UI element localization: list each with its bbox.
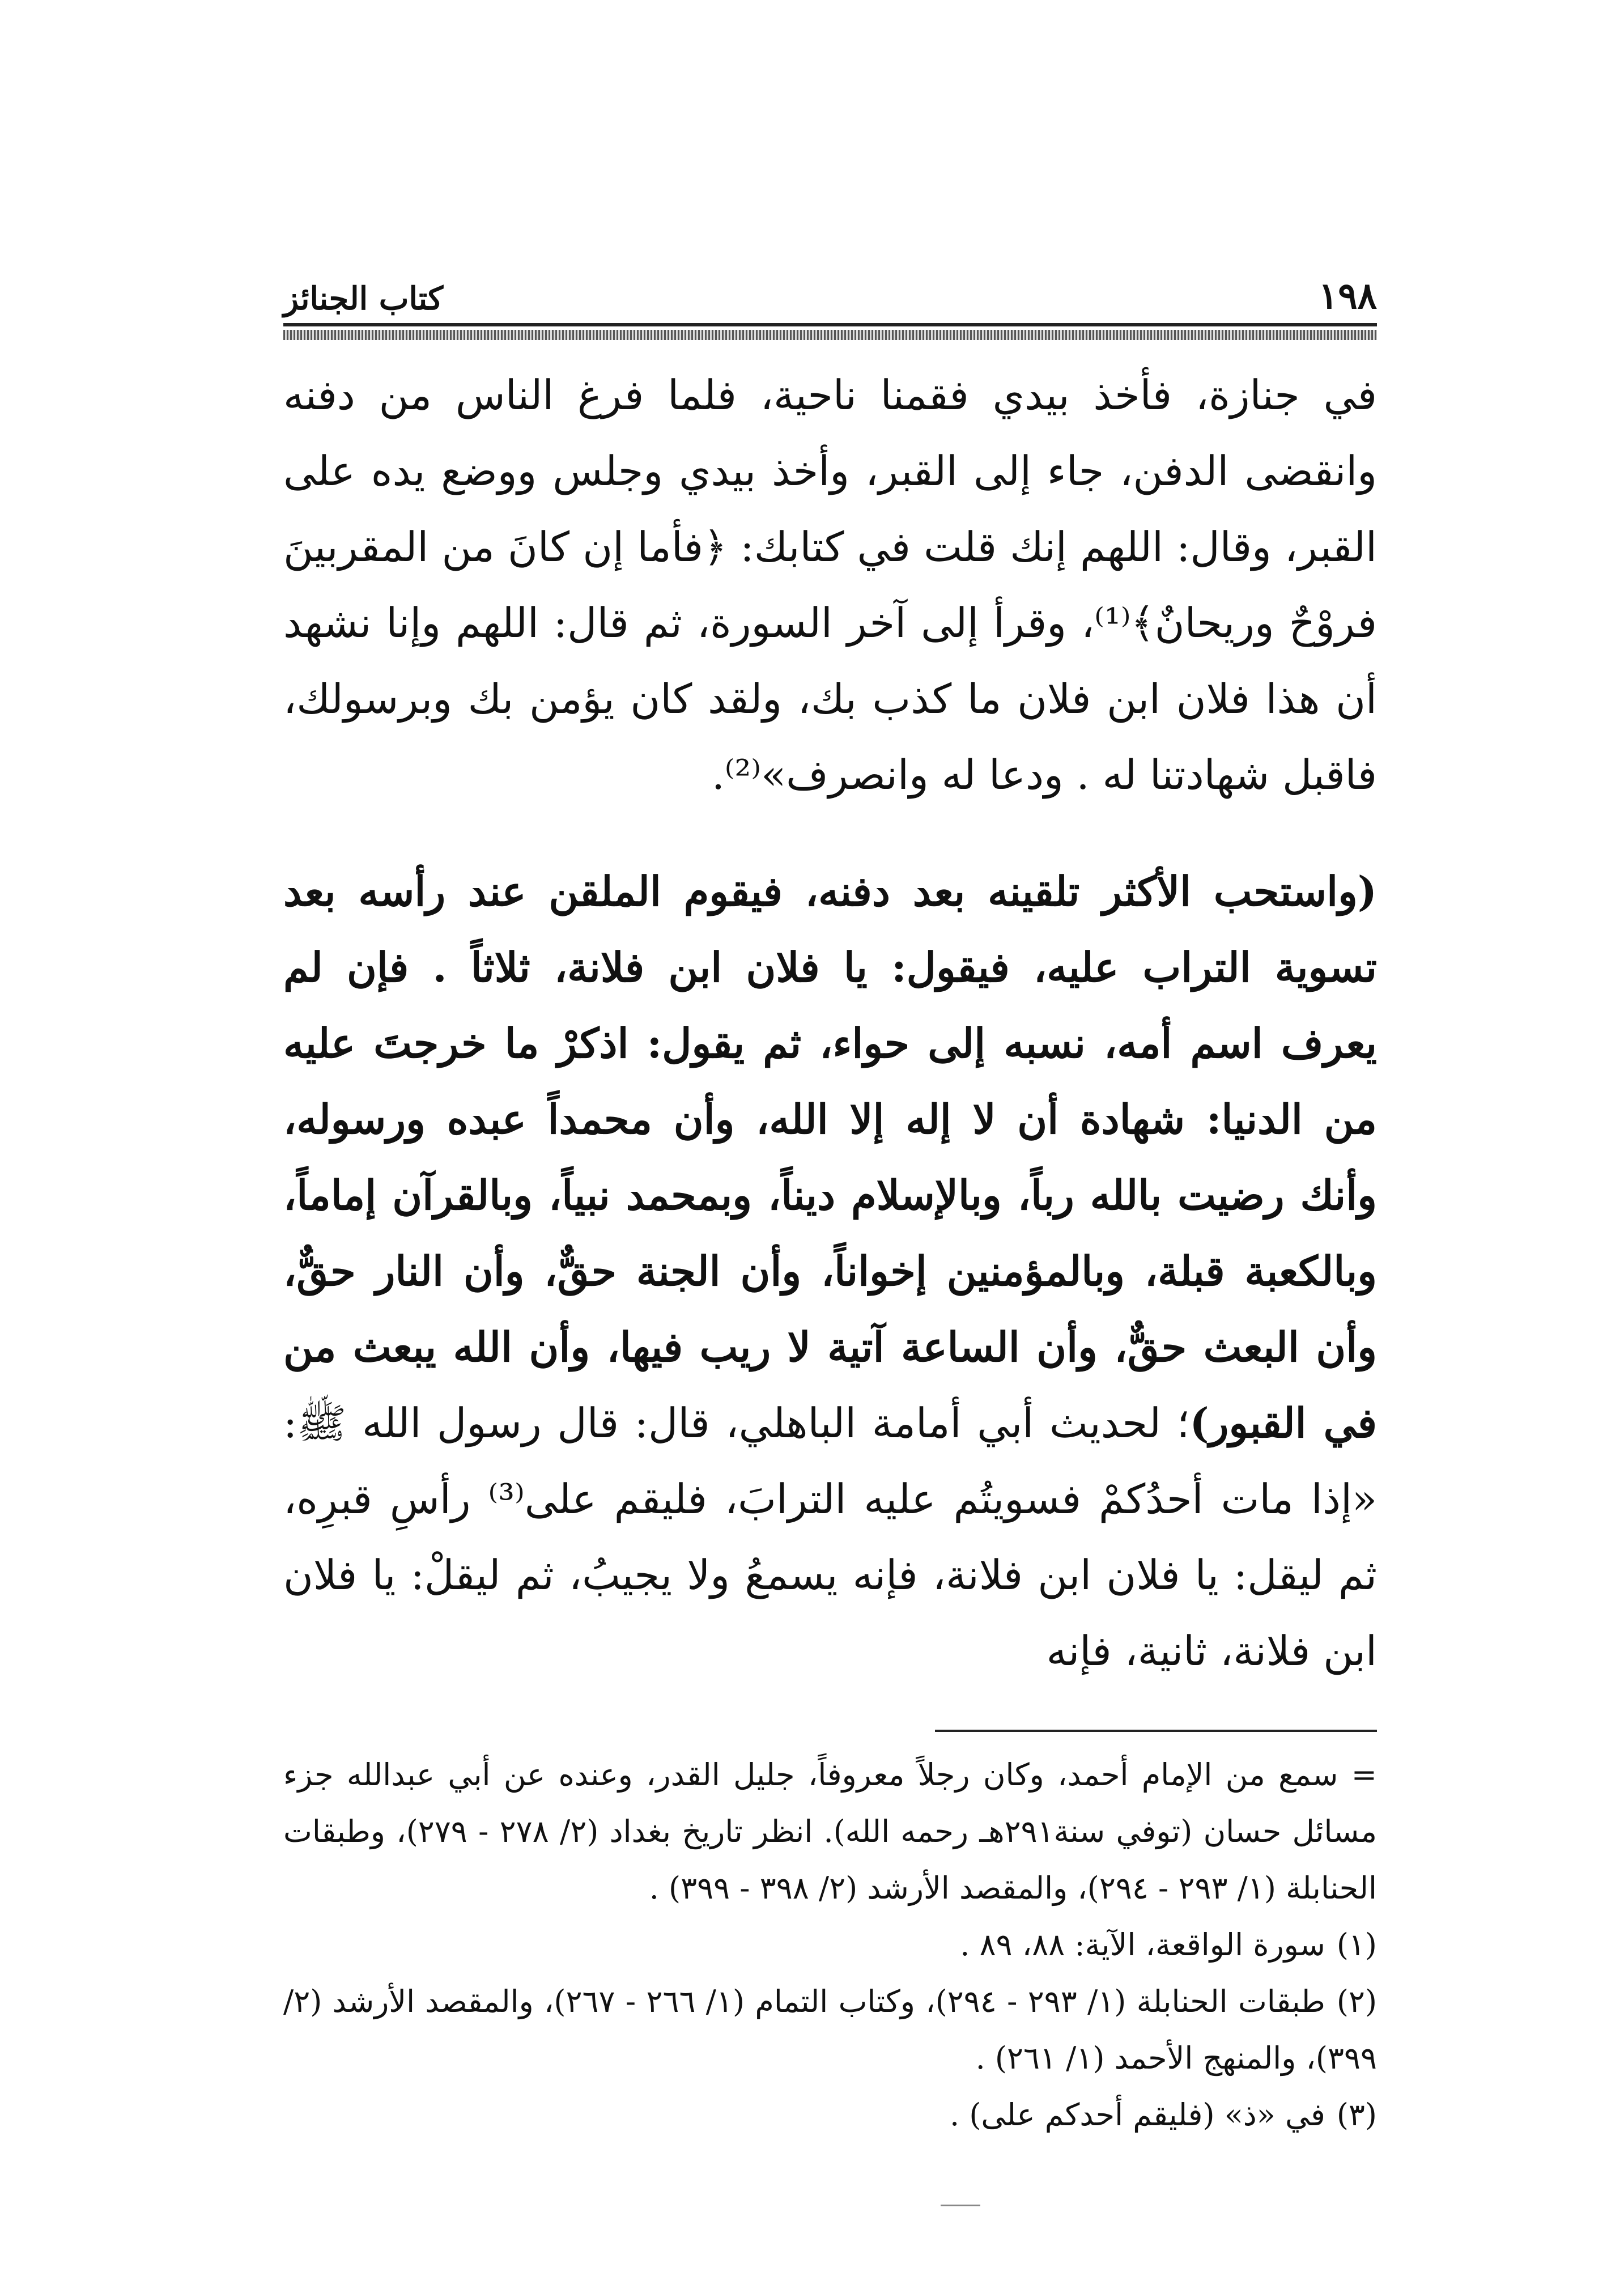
paragraph-2-bold-text: (واستحب الأكثر تلقينه بعد دفنه، فيقوم الملقن عند رأسه بعد تسوية التراب عليه، فيقول: يا فلان ابن فلانة، ثلاثاً . فإن لم يعرف اسم أمه، نسبه إلى حواء، ثم يقول: اذكرْ ما خرجتَ عليه من الدنيا: شهادة أن لا إله إلا الله، وأن محمداً عبده ورسوله، وأنك رضيت بالله رباً، وبالإسلام ديناً، وبمحمد نبياً، وبالقرآن إماماً، وبالكعبة قبلة، وبالمؤمنين إخواناً، وأن الجنة حقٌّ، وأن النار حقٌّ، وأن البعث حقٌّ، وأن الساعة آتية لا ريب فيها، وأن الله يبعث من في القبور) [283, 867, 1378, 1447]
footnote-2-text: طبقات الحنابلة (١/ ٢٩٣ - ٢٩٤)، وكتاب التمام (١/ ٢٦٦ - ٢٦٧)، والمقصد الأرشد (٢/ ٣٩٩)، والمنهج الأحمد (١/ ٢٦١) . [283, 1984, 1377, 2076]
footnote-continuation: = سمع من الإمام أحمد، وكان رجلاً معروفاً، جليل القدر، وعنده عن أبي عبدالله جزء مسائل حسان (توفي سنة٢٩١هـ رحمه الله). انظر تاريخ بغداد (٢/ ٢٧٨ - ٢٧٩)، وطبقات الحنابلة (١/ ٢٩٣ - ٢٩٤)، والمقصد الأرشد (٢/ ٣٩٨ - ٣٩٩) . [283, 1757, 1378, 1906]
footnote-2 [283, 1973, 1377, 2087]
page [283, 249, 1377, 2143]
footnote-3-text: في «ذ» (فليقم أحدكم على) . [950, 2097, 1325, 2133]
paragraph-2-text: ؛ لحديث أبي أمامة الباهلي، قال: قال رسول الله ﷺ: «إذا مات أحدُكمْ فسويتُم عليه الترابَ، فليقم على⁽³⁾ رأسِ قبرِه، ثم ليقل: يا فلان ابن فلانة، فإنه يسمعُ ولا يجيبُ، ثم ليقلْ: يا فلان ابن فلانة، ثانية، فإنه [283, 1399, 1378, 1675]
footnote-3-marker: (٣) [1336, 2097, 1377, 2133]
footnote-1 [283, 1917, 1377, 1973]
chapter-title: كتاب الجنائز [283, 280, 444, 317]
footnote-separator [935, 1730, 1377, 1732]
footnote-1-text: سورة الواقعة، الآية: ٨٨، ٨٩ . [960, 1927, 1325, 1963]
header-rule [283, 330, 1377, 340]
footnote-2-marker: (٢) [1336, 1984, 1378, 2019]
bottom-mark [941, 2205, 980, 2206]
page-number: ١٩٨ [1318, 275, 1377, 317]
footnotes [283, 1747, 1377, 2143]
paragraph-2 [283, 853, 1377, 1689]
paragraph-1: في جنازة، فأخذ بيدي فقمنا ناحية، فلما فرغ الناس من دفنه وانقضى الدفن، جاء إلى القبر، وأخذ بيدي وجلس ووضع يده على القبر، وقال: اللهم إنك قلت في كتابك: ﴿فأما إن كانَ من المقربينَ فروْحٌ وريحانٌ﴾⁽¹⁾، وقرأ إلى آخر السورة، ثم قال: اللهم وإنا نشهد أن هذا فلان ابن فلان ما كذب بك، ولقد كان يؤمن بك وبرسولك، فاقبل شهادتنا له . ودعا له وانصرف»⁽²⁾. [283, 371, 1378, 799]
footnote-1-marker: (١) [1336, 1927, 1377, 1963]
running-header [283, 249, 1377, 326]
footnote-3 [283, 2087, 1377, 2143]
